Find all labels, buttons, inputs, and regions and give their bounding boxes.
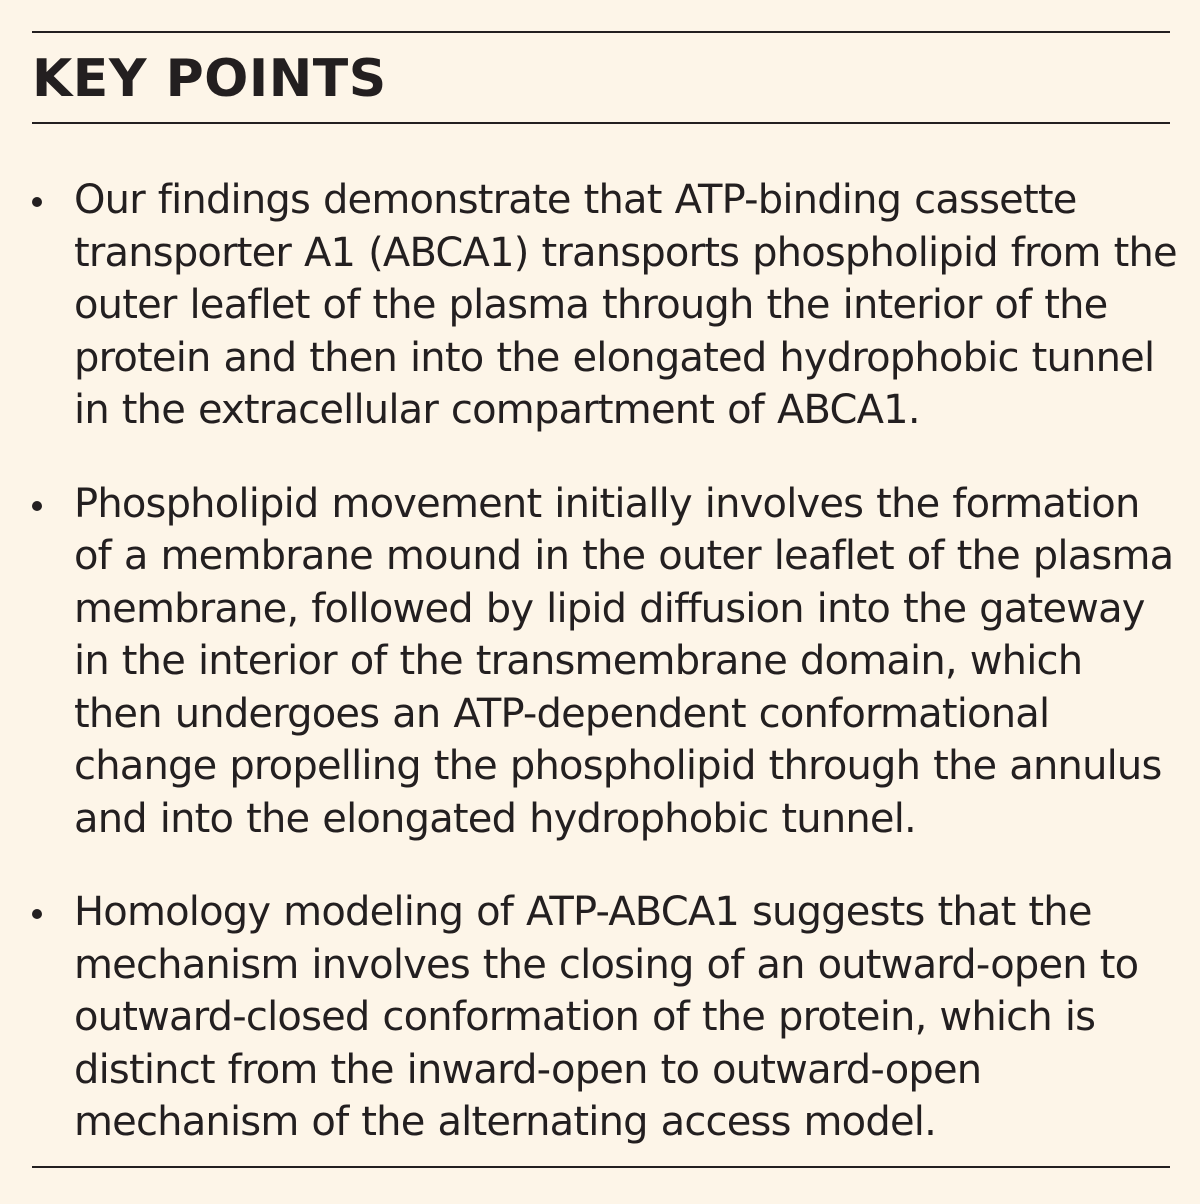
heading-rule: [32, 122, 1170, 124]
key-points-heading: KEY POINTS: [32, 49, 387, 109]
key-point-3: [32, 886, 1182, 1149]
top-rule: [32, 31, 1170, 33]
key-point-1-text: Our findings demonstrate that ATP-binding cassette transporter A1 (ABCA1) transports phospholipid from the outer leaflet of the plasma through the interior of the protein and then into the elongated hydrophobic tunnel in the extracellular compartment of ABCA1.: [74, 177, 1177, 433]
key-points-list: [32, 174, 1182, 1149]
key-point-2-text: Phospholipid movement initially involves the formation of a membrane mound in the outer leaflet of the plasma membrane, followed by lipid diffusion into the gateway in the interior of the transmembrane domain, which then undergoes an ATP-dependent conformational change propelling the phospholipid through the annulus and into the elongated hydrophobic tunnel.: [74, 480, 1174, 842]
bullet-icon: [32, 197, 42, 207]
key-point-1: [32, 174, 1182, 437]
bullet-icon: [32, 501, 42, 511]
bottom-rule: [32, 1166, 1170, 1168]
bullet-icon: [32, 909, 42, 919]
key-point-2: [32, 478, 1182, 846]
key-point-3-text: Homology modeling of ATP-ABCA1 suggests that the mechanism involves the closing of an outward-open to outward-closed conformation of the protein, which is distinct from the inward-open to outward-open mechanism of the alternating access model.: [74, 889, 1139, 1145]
